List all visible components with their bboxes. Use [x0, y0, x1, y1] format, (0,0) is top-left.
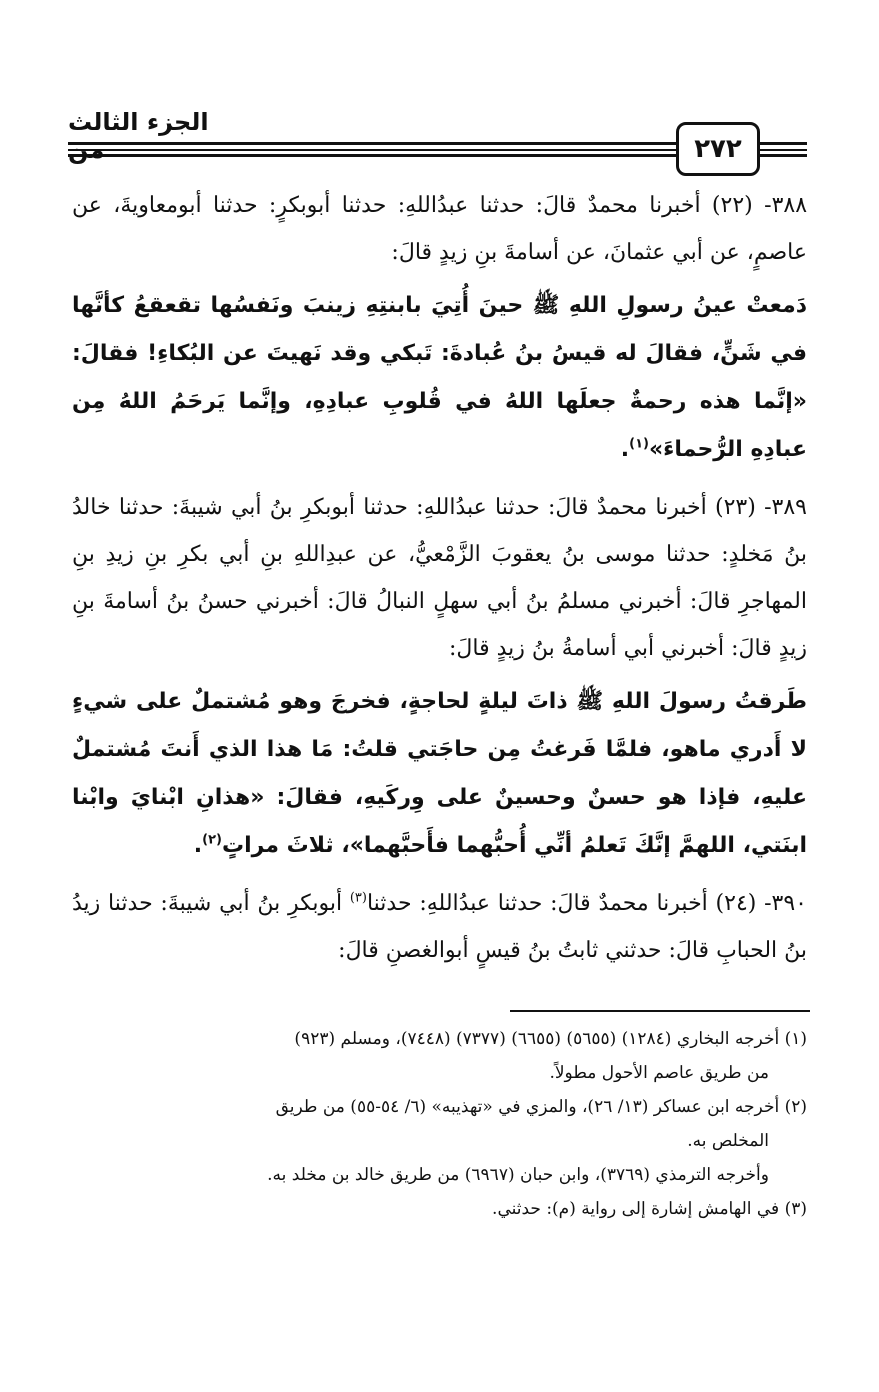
footnote-2-extra: وأخرجه الترمذي (٣٧٦٩)، وابن حبان (٦٩٦٧) من طريق خالد بن مخلد به.: [267, 1165, 769, 1185]
footnote-ref-2: (٢): [202, 832, 222, 848]
footnote-3: (٣) في الهامش إشارة إلى رواية (م): حدثني.: [492, 1199, 807, 1219]
hadith-388-matn: دَمعتْ عينُ رسولِ اللهِ ﷺ حينَ أُتِيَ بابنتِهِ زينبَ ونَفسُها تقعقعُ كأنَّها في شَنٍّ، فقالَ له قيسُ بنُ عُبادةَ: تَبكي وقد نَهيتَ عن البُكاءِ! فقالَ: «إنَّما هذه رحمةٌ جعلَها اللهُ في قُلوبِ عبادِهِ، وإنَّما يَرحَمُ اللهُ مِن عبادِهِ الرُّحماءَ»$^{(١)}$.: [72, 293, 807, 462]
footnote-2: (٢) أخرجه ابن عساكر (١٣/ ٢٦)، والمزي في «تهذيبه» (٦/ ٥٤-٥٥) من طريق: [275, 1097, 807, 1117]
hadith-389-matn-text: طَرقتُ رسولَ اللهِ ﷺ ذاتَ ليلةٍ لحاجةٍ، فخرجَ وهو مُشتملٌ على شيءٍ لا أَدري ماهو، فلمَّا فَرغتُ مِن حاجَتي قلتُ: مَا هذا الذي أَنتَ مُشتملٌ عليهِ، فإذا هو حسنٌ وحسينٌ على وِركَيهِ، فقالَ: «هذانِ ابْنايَ وابْنا ابنَتي، اللهمَّ إنَّكَ تَعلمُ أنِّي أُحبُّهما فأَحبَّهما»، ثلاثَ مراتٍ: [72, 689, 807, 858]
hadith-389-matn: طَرقتُ رسولَ اللهِ ﷺ ذاتَ ليلةٍ لحاجةٍ، فخرجَ وهو مُشتملٌ على شيءٍ لا أَدري ماهو، فلمَّا فَرغتُ مِن حاجَتي قلتُ: مَا هذا الذي أَنتَ مُشتملٌ عليهِ، فإذا هو حسنٌ وحسينٌ على وِركَيهِ، فقالَ: «هذانِ ابْنايَ وابْنا ابنَتي، اللهمَّ إنَّكَ تَعلمُ أنِّي أُحبُّهما فأَحبَّهما»، ثلاثَ مراتٍ$^{(٢)}$.: [72, 689, 807, 858]
footnote-separator: [510, 1010, 810, 1012]
header-rule: [68, 154, 680, 157]
header-rule: [68, 149, 680, 151]
footnote-2-cont: المخلص به.: [687, 1131, 769, 1151]
header-rule: [752, 142, 807, 145]
running-title: الجزء الثالث: [68, 108, 209, 136]
footnotes: [72, 1022, 807, 1226]
hadith-389-isnad: ٣٨٩- (٢٣) أخبرنا محمدٌ قالَ: حدثنا عبدُاللهِ: حدثنا أبوبكرِ بنُ أبي شيبةَ: حدثنا خالدُ بنُ مَخلدٍ: حدثنا موسى بنُ يعقوبَ الزَّمْعيُّ، عن عبدِاللهِ بنِ أبي بكرِ بنِ زيدِ بنِ المهاجرِ قالَ: أخبرني مسلمُ بنُ أبي سهلٍ النبالُ قالَ: أخبرني حسنُ بنُ أسامةَ بنِ زيدٍ قالَ: أخبرني أبي أسامةُ بنُ زيدٍ قالَ:: [72, 495, 807, 661]
header-rule: [752, 149, 807, 151]
header-rule: [68, 142, 680, 145]
page-number: ٢٧٢: [694, 134, 742, 164]
footnote-1: (١) أخرجه البخاري (١٢٨٤) (٥٦٥٥) (٦٦٥٥) (٧٣٧٧) (٧٤٤٨)، ومسلم (٩٢٣): [294, 1029, 807, 1049]
hadith-390-isnad: [72, 880, 807, 974]
footnote-ref-3: (٣): [349, 890, 367, 906]
page-header: [0, 0, 879, 170]
footnote-ref-1: (١): [629, 436, 649, 452]
hadith-390-isnad-a: ٣٩٠- (٢٤) أخبرنا محمدٌ قالَ: حدثنا عبدُاللهِ: حدثنا: [366, 891, 807, 916]
footnote-1-cont: من طريق عاصم الأحول مطولاً.: [549, 1063, 769, 1083]
hadith-390-isnad-b: أبوبكرِ بنُ أبي شيبةَ: حدثنا زيدُ بنُ الحبابِ قالَ: حدثني ثابتُ بنُ قيسٍ أبوالغصنِ قالَ:: [72, 891, 807, 963]
hadith-388-isnad: ٣٨٨- (٢٢) أخبرنا محمدٌ قالَ: حدثنا عبدُاللهِ: حدثنا أبوبكرٍ: حدثنا أبومعاويةَ، عن عاصمٍ، عن أبي عثمانَ، عن أسامةَ بنِ زيدٍ قالَ:: [72, 193, 808, 265]
main-text: [72, 182, 807, 974]
hadith-388-matn-text: دَمعتْ عينُ رسولِ اللهِ ﷺ حينَ أُتِيَ بابنتِهِ زينبَ ونَفسُها تقعقعُ كأنَّها في شَنٍّ، فقالَ له قيسُ بنُ عُبادةَ: تَبكي وقد نَهيتَ عن البُكاءِ! فقالَ: «إنَّما هذه رحمةٌ جعلَها اللهُ في قُلوبِ عبادِهِ، وإنَّما يَرحَمُ اللهُ مِن عبادِهِ الرُّحماءَ»: [72, 293, 807, 462]
page-number-box: [676, 122, 760, 176]
header-rule: [752, 154, 807, 157]
